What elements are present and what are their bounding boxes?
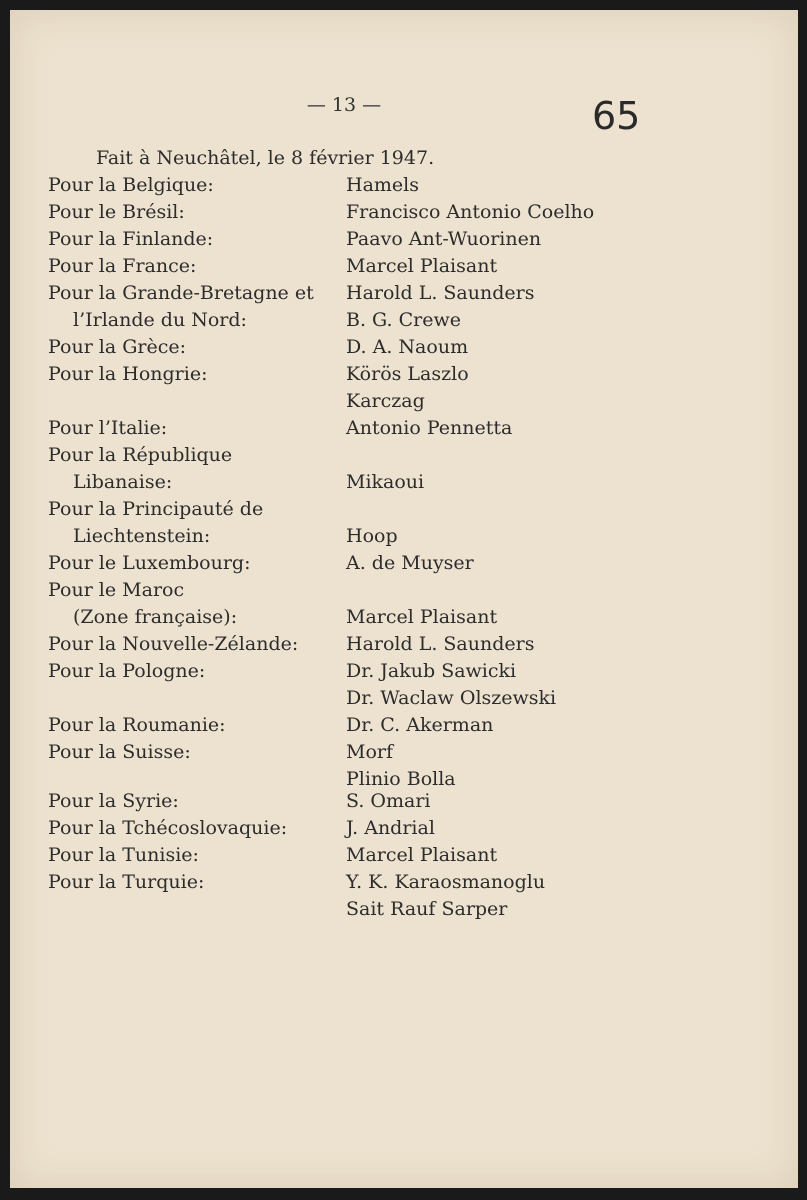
country-label: Liechtenstein: bbox=[73, 525, 211, 547]
country-label: (Zone française): bbox=[73, 606, 238, 628]
country-label: Pour la Hongrie: bbox=[48, 363, 208, 385]
country-label: Pour la Finlande: bbox=[48, 228, 214, 250]
signatory-name: Dr. Waclaw Olszewski bbox=[346, 687, 557, 709]
signatory-name: J. Andrial bbox=[346, 817, 435, 839]
country-label: Pour la Tchécoslovaquie: bbox=[48, 817, 288, 839]
signatory-name: Dr. C. Akerman bbox=[346, 714, 494, 736]
stamp-number: 65 bbox=[592, 94, 641, 138]
signatory-name: Körös Laszlo bbox=[346, 363, 469, 385]
country-label: Libanaise: bbox=[73, 471, 173, 493]
country-label: Pour la Principauté de bbox=[48, 498, 264, 520]
signatory-name: Marcel Plaisant bbox=[346, 844, 498, 866]
country-label: Pour la Turquie: bbox=[48, 871, 205, 893]
signatory-name: B. G. Crewe bbox=[346, 309, 461, 331]
signatory-name: Dr. Jakub Sawicki bbox=[346, 660, 517, 682]
country-label: Pour la Roumanie: bbox=[48, 714, 226, 736]
signatory-name: Harold L. Saunders bbox=[346, 633, 535, 655]
country-label: Pour la Grèce: bbox=[48, 336, 187, 358]
signatory-name: Sait Rauf Sarper bbox=[346, 898, 508, 920]
signatory-name: D. A. Naoum bbox=[346, 336, 469, 358]
signatory-name: Antonio Pennetta bbox=[346, 417, 513, 439]
country-label: Pour le Brésil: bbox=[48, 201, 185, 223]
country-label: Pour la Syrie: bbox=[48, 790, 179, 812]
signatory-name: Morf bbox=[346, 741, 394, 763]
signatory-name: Hoop bbox=[346, 525, 398, 547]
country-label: Pour la Nouvelle-Zélande: bbox=[48, 633, 299, 655]
country-label: Pour le Luxembourg: bbox=[48, 552, 251, 574]
country-label: Pour la Belgique: bbox=[48, 174, 214, 196]
signatory-name: Plinio Bolla bbox=[346, 768, 456, 790]
date-line: Fait à Neuchâtel, le 8 février 1947. bbox=[96, 147, 435, 169]
signatory-name: Marcel Plaisant bbox=[346, 606, 498, 628]
signatory-name: Mikaoui bbox=[346, 471, 425, 493]
country-label: Pour la France: bbox=[48, 255, 197, 277]
signatory-name: A. de Muyser bbox=[346, 552, 474, 574]
signatory-name: Paavo Ant-Wuorinen bbox=[346, 228, 542, 250]
country-label: Pour la Pologne: bbox=[48, 660, 206, 682]
page-number: — 13 — bbox=[306, 94, 382, 116]
country-label: Pour la République bbox=[48, 444, 233, 466]
signatory-name: Hamels bbox=[346, 174, 419, 196]
signatory-name: Karczag bbox=[346, 390, 425, 412]
signatory-name: S. Omari bbox=[346, 790, 431, 812]
signatory-name: Y. K. Karaosmanoglu bbox=[346, 871, 546, 893]
document-page bbox=[10, 10, 798, 1188]
country-label: l’Irlande du Nord: bbox=[73, 309, 247, 331]
signatory-name: Francisco Antonio Coelho bbox=[346, 201, 595, 223]
country-label: Pour le Maroc bbox=[48, 579, 185, 601]
country-label: Pour l’Italie: bbox=[48, 417, 168, 439]
signatory-name: Marcel Plaisant bbox=[346, 255, 498, 277]
country-label: Pour la Tunisie: bbox=[48, 844, 199, 866]
country-label: Pour la Grande-Bretagne et bbox=[48, 282, 314, 304]
signatory-name: Harold L. Saunders bbox=[346, 282, 535, 304]
country-label: Pour la Suisse: bbox=[48, 741, 191, 763]
